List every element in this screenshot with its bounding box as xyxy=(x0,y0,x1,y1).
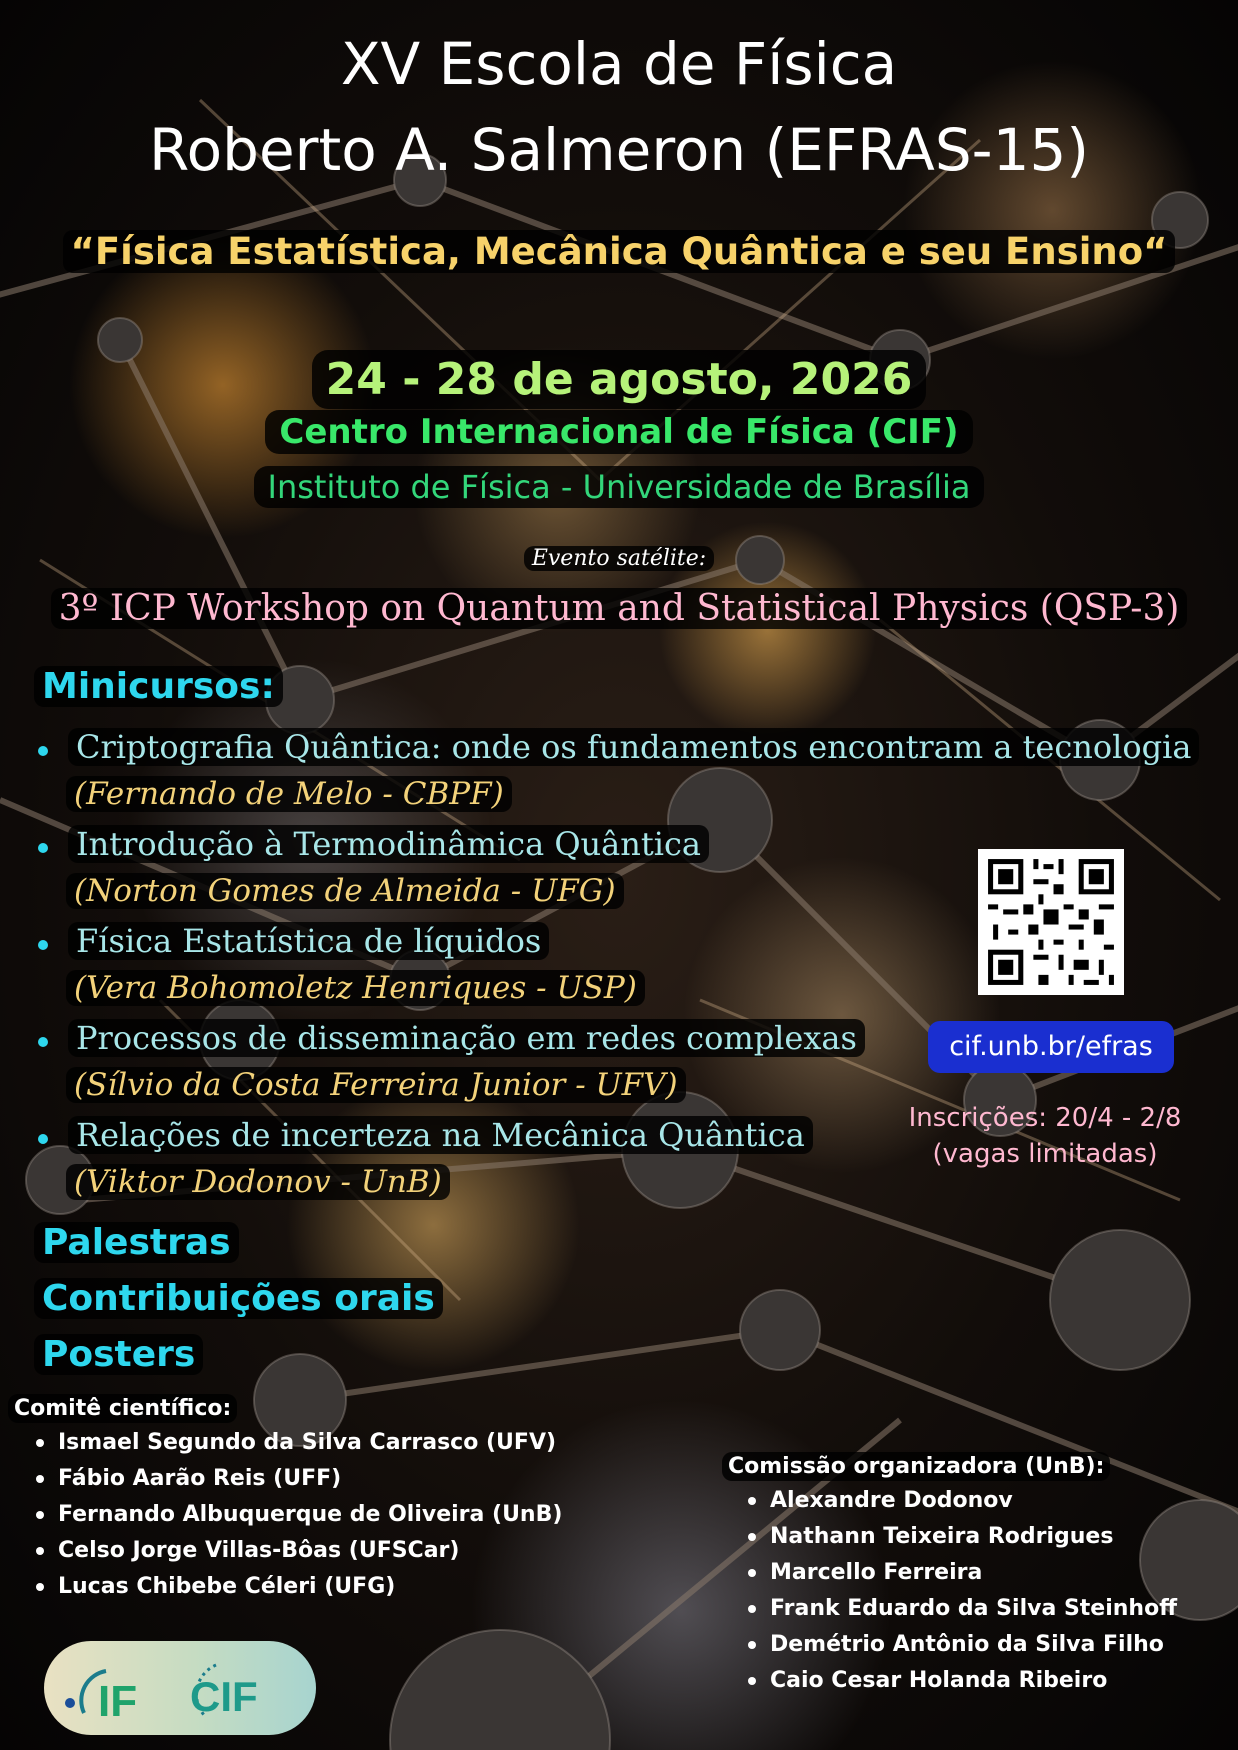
minicourse-speaker: (Viktor Dodonov - UnB) xyxy=(66,1164,450,1200)
committee-member xyxy=(742,1555,1177,1591)
committee-member xyxy=(30,1533,562,1569)
committee-member xyxy=(30,1569,562,1605)
bullet-icon xyxy=(38,746,48,756)
activity-item xyxy=(34,1334,203,1375)
title-line-2: Roberto A. Salmeron (EFRAS-15) xyxy=(148,116,1090,184)
registration-link[interactable]: cif.unb.br/efras xyxy=(928,1021,1174,1073)
bullet-icon xyxy=(36,1475,44,1483)
member-name: Nathann Teixeira Rodrigues xyxy=(770,1524,1114,1549)
bullet-icon xyxy=(748,1641,756,1649)
activity-label: Contribuições orais xyxy=(34,1278,443,1319)
event-institution: Instituto de Física - Universidade de Brasília xyxy=(254,466,985,508)
committee-member xyxy=(742,1519,1177,1555)
minicourse-speaker: (Sílvio da Costa Ferreira Junior - UFV) xyxy=(66,1067,686,1103)
activity-label: Posters xyxy=(34,1334,203,1375)
bullet-icon xyxy=(38,940,48,950)
organizing-committee-list xyxy=(742,1483,1177,1699)
committee-member xyxy=(30,1497,562,1533)
qr-code-icon xyxy=(978,849,1124,995)
activity-item xyxy=(34,1278,443,1319)
scientific-committee xyxy=(8,1394,562,1605)
committee-member xyxy=(30,1461,562,1497)
event-dates-row xyxy=(0,350,1238,409)
bullet-icon xyxy=(748,1605,756,1613)
member-name: Caio Cesar Holanda Ribeiro xyxy=(770,1668,1108,1693)
registration-period: Inscrições: 20/4 - 2/8 xyxy=(908,1103,1182,1133)
minicourses-heading-box xyxy=(34,666,283,707)
theme-subtitle xyxy=(0,230,1238,273)
member-name: Demétrio Antônio da Silva Filho xyxy=(770,1632,1164,1657)
minicourse-title: Processos de disseminação em redes complexas xyxy=(68,1019,865,1057)
member-name: Alexandre Dodonov xyxy=(770,1488,1013,1513)
event-venue: Centro Internacional de Física (CIF) xyxy=(265,410,972,454)
committee-member xyxy=(742,1627,1177,1663)
bullet-icon xyxy=(38,843,48,853)
scientific-committee-list xyxy=(30,1425,562,1605)
cif-logo-text: CIF xyxy=(190,1673,258,1720)
theme-text: “Física Estatística, Mecânica Quântica e seu Ensino“ xyxy=(63,230,1176,273)
activity-item xyxy=(34,1222,239,1263)
bullet-icon xyxy=(36,1511,44,1519)
member-name: Frank Eduardo da Silva Steinhoff xyxy=(770,1596,1178,1621)
if-logo-text: IF xyxy=(98,1677,138,1726)
organizing-committee-title: Comissão organizadora (UnB): xyxy=(722,1452,1110,1481)
satellite-label: Evento satélite: xyxy=(524,546,714,571)
member-name: Ismael Segundo da Silva Carrasco (UFV) xyxy=(58,1430,557,1455)
event-dates: 24 - 28 de agosto, 2026 xyxy=(312,350,927,409)
minicourse-speaker: (Vera Bohomoletz Henriques - USP) xyxy=(66,970,645,1006)
qr-code[interactable] xyxy=(978,849,1124,995)
minicourses-heading: Minicursos: xyxy=(34,666,283,707)
member-name: Fernando Albuquerque de Oliveira (UnB) xyxy=(58,1502,563,1527)
institution-logos xyxy=(44,1641,316,1735)
if-cif-logo-icon xyxy=(44,1641,316,1735)
minicourse-speaker: (Fernando de Melo - CBPF) xyxy=(66,776,512,812)
minicourse-speaker: (Norton Gomes de Almeida - UFG) xyxy=(66,873,624,909)
member-name: Fábio Aarão Reis (UFF) xyxy=(58,1466,342,1491)
member-name: Celso Jorge Villas-Bôas (UFSCar) xyxy=(58,1538,460,1563)
satellite-label-row xyxy=(0,546,1238,571)
title-line-1: XV Escola de Física xyxy=(340,30,898,98)
minicourse-title: Relações de incerteza na Mecânica Quântica xyxy=(68,1116,813,1154)
event-venue-row xyxy=(0,410,1238,454)
registration-note: (vagas limitadas) xyxy=(932,1139,1158,1169)
bullet-icon xyxy=(748,1533,756,1541)
committee-member xyxy=(742,1591,1177,1627)
committee-member xyxy=(742,1483,1177,1519)
satellite-name: 3º ICP Workshop on Quantum and Statistical Physics (QSP-3) xyxy=(51,588,1188,629)
satellite-name-row xyxy=(0,588,1238,629)
activity-label: Palestras xyxy=(34,1222,239,1263)
minicourse-title: Física Estatística de líquidos xyxy=(68,922,549,960)
bullet-icon xyxy=(748,1677,756,1685)
committee-member xyxy=(742,1663,1177,1699)
bullet-icon xyxy=(748,1497,756,1505)
bullet-icon xyxy=(748,1569,756,1577)
registration-info xyxy=(880,1100,1210,1172)
scientific-committee-title: Comitê científico: xyxy=(8,1394,237,1423)
minicourse-title: Criptografia Quântica: onde os fundamentos encontram a tecnologia xyxy=(68,728,1199,766)
committee-member xyxy=(30,1425,562,1461)
bullet-icon xyxy=(36,1439,44,1447)
bullet-icon xyxy=(38,1134,48,1144)
bullet-icon xyxy=(36,1547,44,1555)
member-name: Marcello Ferreira xyxy=(770,1560,983,1585)
event-institution-row xyxy=(0,466,1238,508)
bullet-icon xyxy=(38,1037,48,1047)
minicourse-title: Introdução à Termodinâmica Quântica xyxy=(68,825,709,863)
member-name: Lucas Chibebe Céleri (UFG) xyxy=(58,1574,396,1599)
organizing-committee xyxy=(722,1452,1177,1699)
bullet-icon xyxy=(36,1583,44,1591)
